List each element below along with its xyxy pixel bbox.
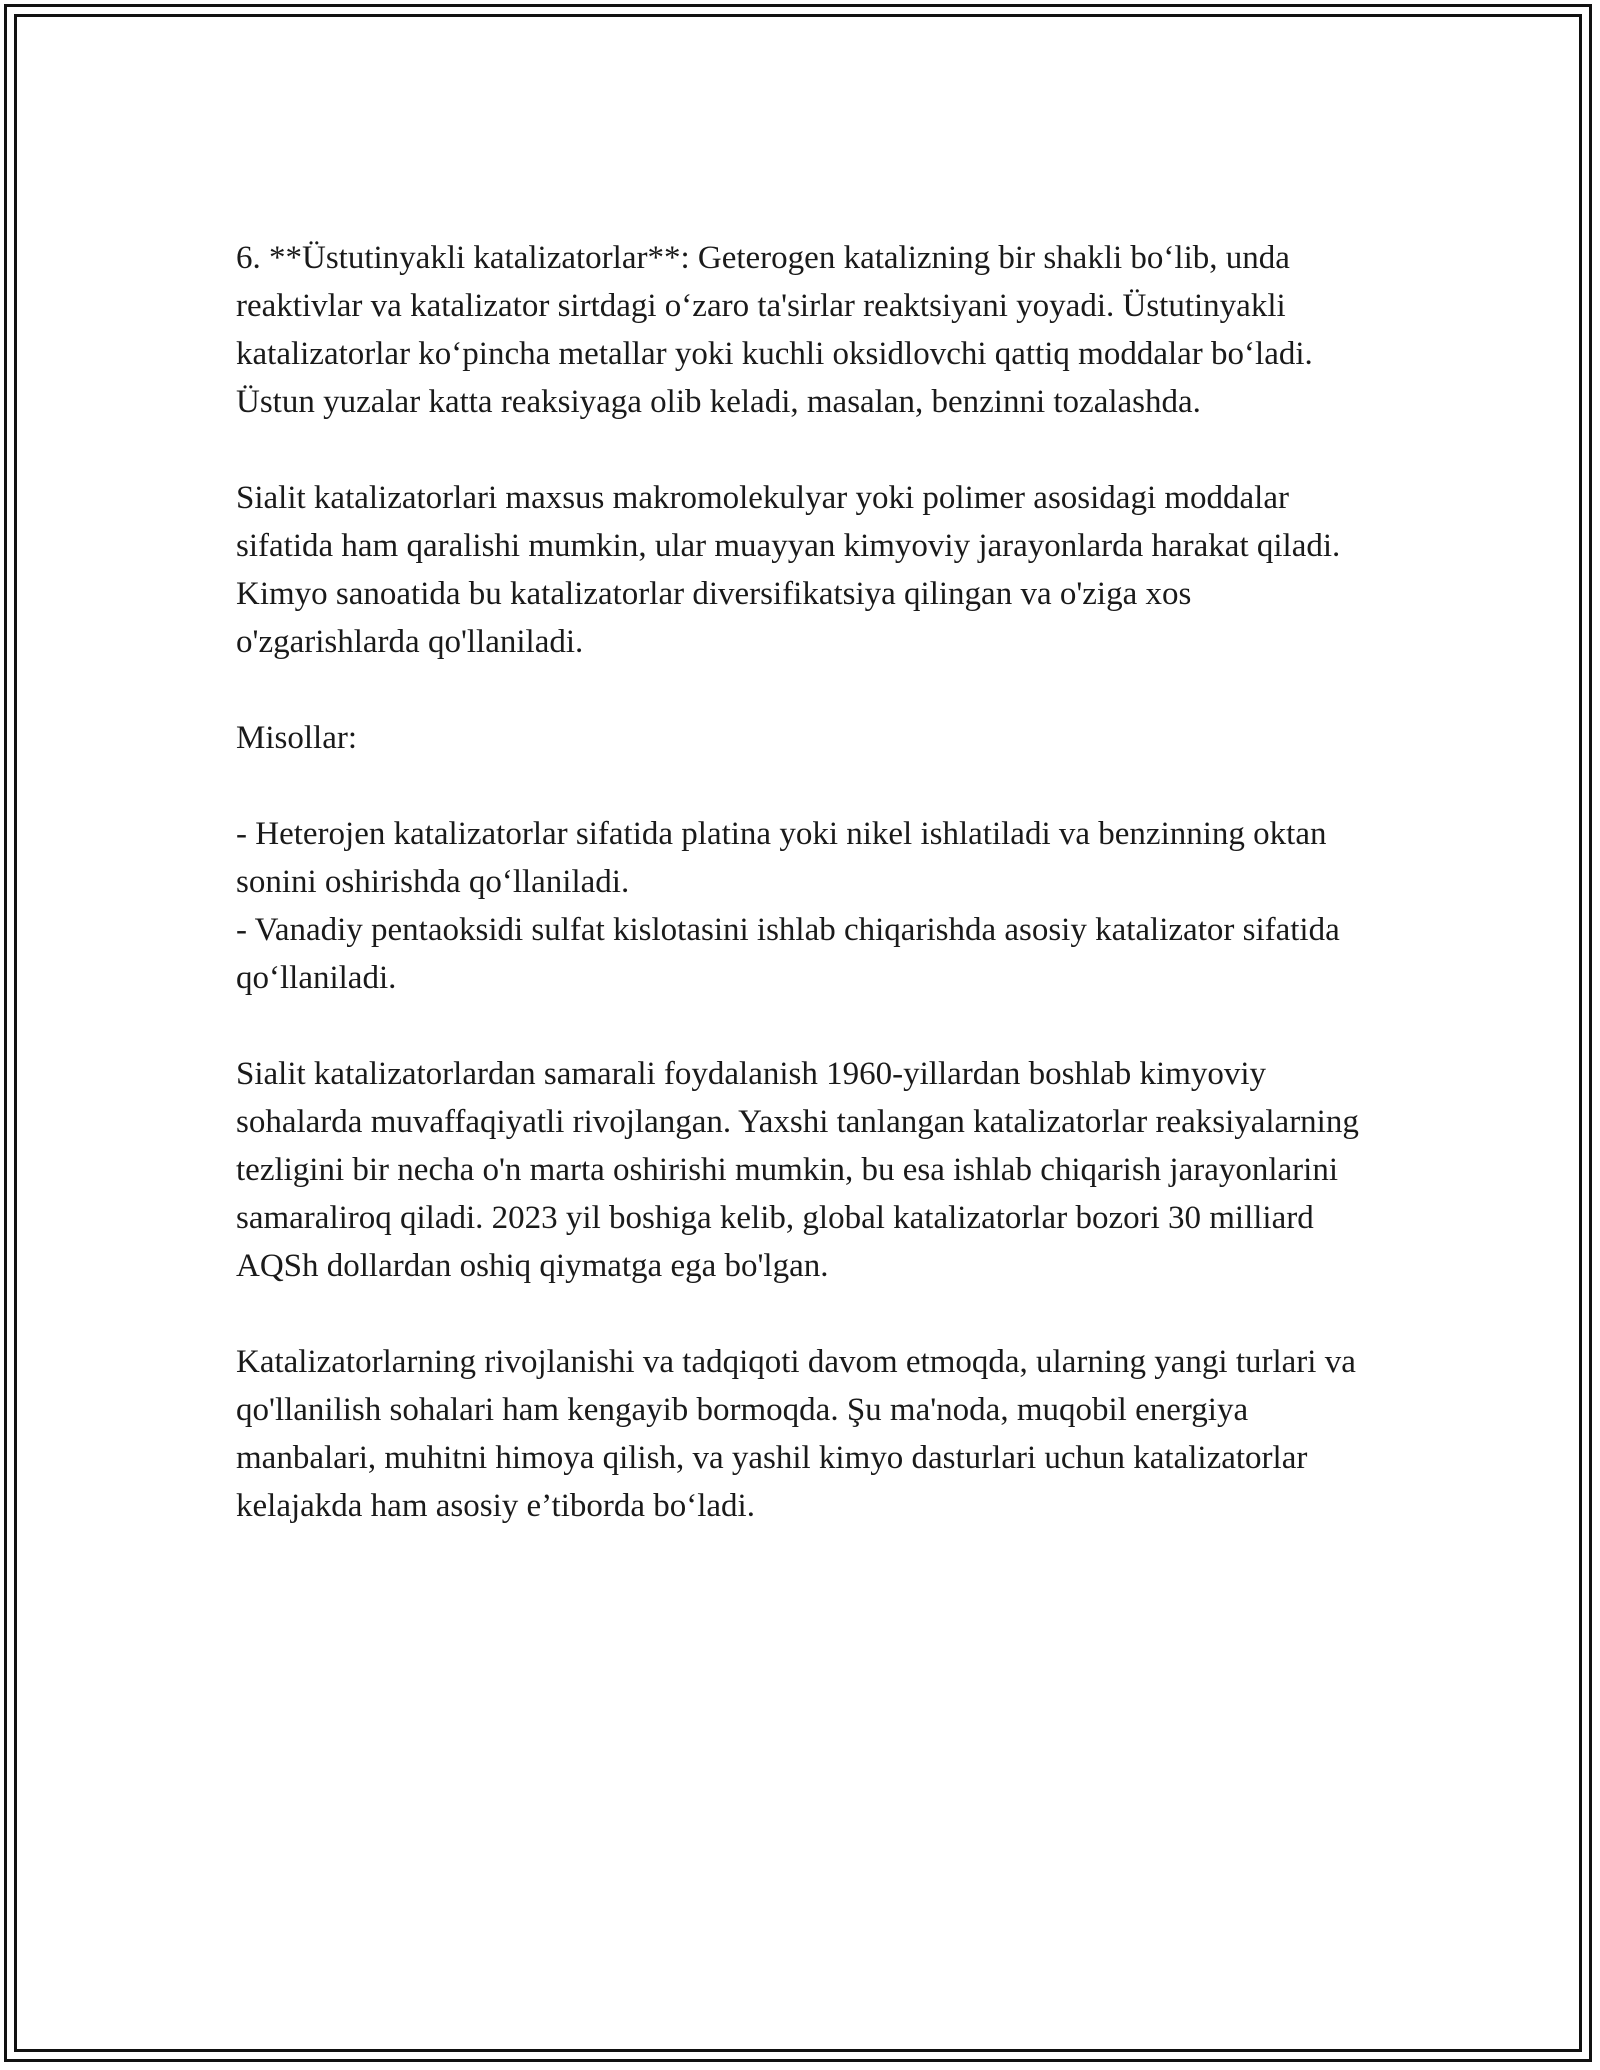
paragraph-surface-catalysts: 6. **Üstutinyakli katalizatorlar**: Geterogen katalizning bir shakli bo‘lib, unda reaktivlar va katalizator sirtdagi o‘zaro ta'sirlar reaktsiyani yoyadi. Üstutinyakli katalizatorlar ko‘pincha metallar yoki kuchli oksidlovchi qattiq moddalar bo‘ladi. Üstun yuzalar katta reaksiyaga olib keladi, masalan, benzinni tozalashda.	[236, 240, 1313, 420]
document-body	[236, 234, 1376, 1578]
list-item: - Heterojen katalizatorlar sifatida platina yoki nikel ishlatiladi va benzinning oktan sonini oshirishda qo‘llaniladi.	[236, 816, 1327, 900]
paragraph-history: Sialit katalizatorlardan samarali foydalanish 1960-yillardan boshlab kimyoviy sohalarda muvaffaqiyatli rivojlangan. Yaxshi tanlangan katalizatorlar reaksiyalarning tezligini bir necha o'n marta oshirishi mumkin, bu esa ishlab chiqarish jarayonlarini samaraliroq qiladi. 2023 yil boshiga kelib, global katalizatorlar bozori 30 milliard AQSh dollardan oshiq qiymatga ega bo'lgan.	[236, 1056, 1359, 1284]
paragraph-future: Katalizatorlarning rivojlanishi va tadqiqoti davom etmoqda, ularning yangi turlari va qo'llanilish sohalari ham kengayib bormoqda. Şu ma'noda, muqobil energiya manbalari, muhitni himoya qilish, va yashil kimyo dasturlari uchun katalizatorlar kelajakda ham asosiy e’tiborda bo‘ladi.	[236, 1344, 1356, 1524]
examples-list	[236, 810, 1376, 1002]
list-item: - Vanadiy pentaoksidi sulfat kislotasini ishlab chiqarishda asosiy katalizator sifatida qo‘llaniladi.	[236, 912, 1340, 996]
paragraph-sialit-catalysts: Sialit katalizatorlari maxsus makromolekulyar yoki polimer asosidagi moddalar sifatida ham qaralishi mumkin, ular muayyan kimyoviy jarayonlarda harakat qiladi. Kimyo sanoatida bu katalizatorlar diversifikatsiya qilingan va o'ziga xos o'zgarishlarda qo'llaniladi.	[236, 480, 1341, 660]
examples-heading: Misollar:	[236, 720, 357, 756]
